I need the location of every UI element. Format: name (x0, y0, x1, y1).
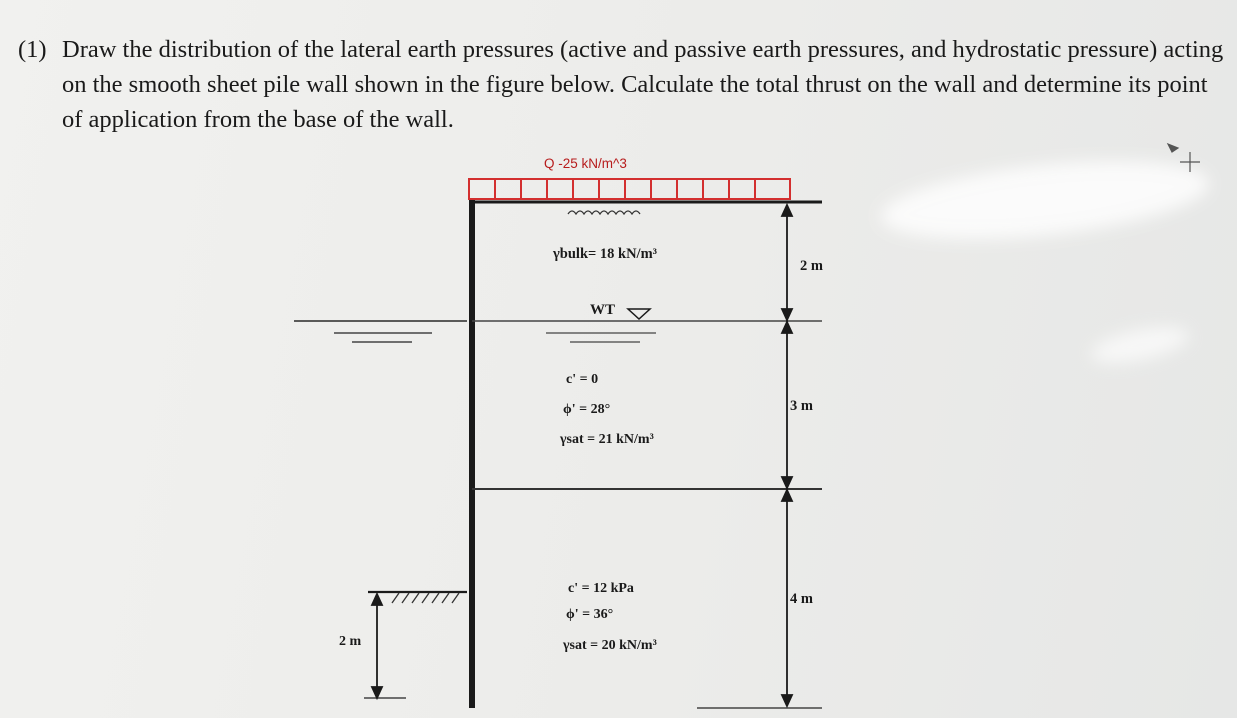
surcharge-load (469, 179, 790, 199)
dredge-hatch (392, 593, 459, 603)
layer2-friction-angle: ϕ' = 28° (563, 402, 611, 417)
layer3-friction-angle: ϕ' = 36° (566, 607, 614, 622)
dimension-3m: 3 m (790, 398, 813, 414)
water-table-label: WT (590, 302, 616, 318)
layer3-cohesion: c' = 12 kPa (568, 581, 634, 596)
move-cursor-icon (1168, 144, 1200, 172)
water-table-icon (628, 309, 650, 319)
layer3-gamma: γsat = 20 kN/m³ (563, 638, 657, 653)
dimension-4m: 4 m (790, 591, 813, 607)
depth-dimension-line (782, 205, 792, 706)
soil-hatch (568, 211, 640, 214)
layer2-cohesion: c' = 0 (566, 372, 599, 387)
question-text: Draw the distribution of the lateral earth pressures (active and passive earth pressures, and hydrostatic pressure) acting on the smooth sheet pile wall shown in the figure below. Calculate the total thrust on the wall and determine its point of application from the base of the wall. (62, 36, 1224, 133)
question-number: (1) (18, 36, 47, 63)
layer1-gamma: γbulk= 18 kN/m³ (553, 246, 658, 262)
surcharge-label: Q -25 kN/m^3 (544, 156, 627, 171)
embedment-dimension-line (372, 594, 382, 698)
dimension-2m: 2 m (800, 258, 823, 274)
layer2-gamma: γsat = 21 kN/m³ (560, 432, 654, 447)
dimension-embedment-2m: 2 m (339, 634, 362, 649)
